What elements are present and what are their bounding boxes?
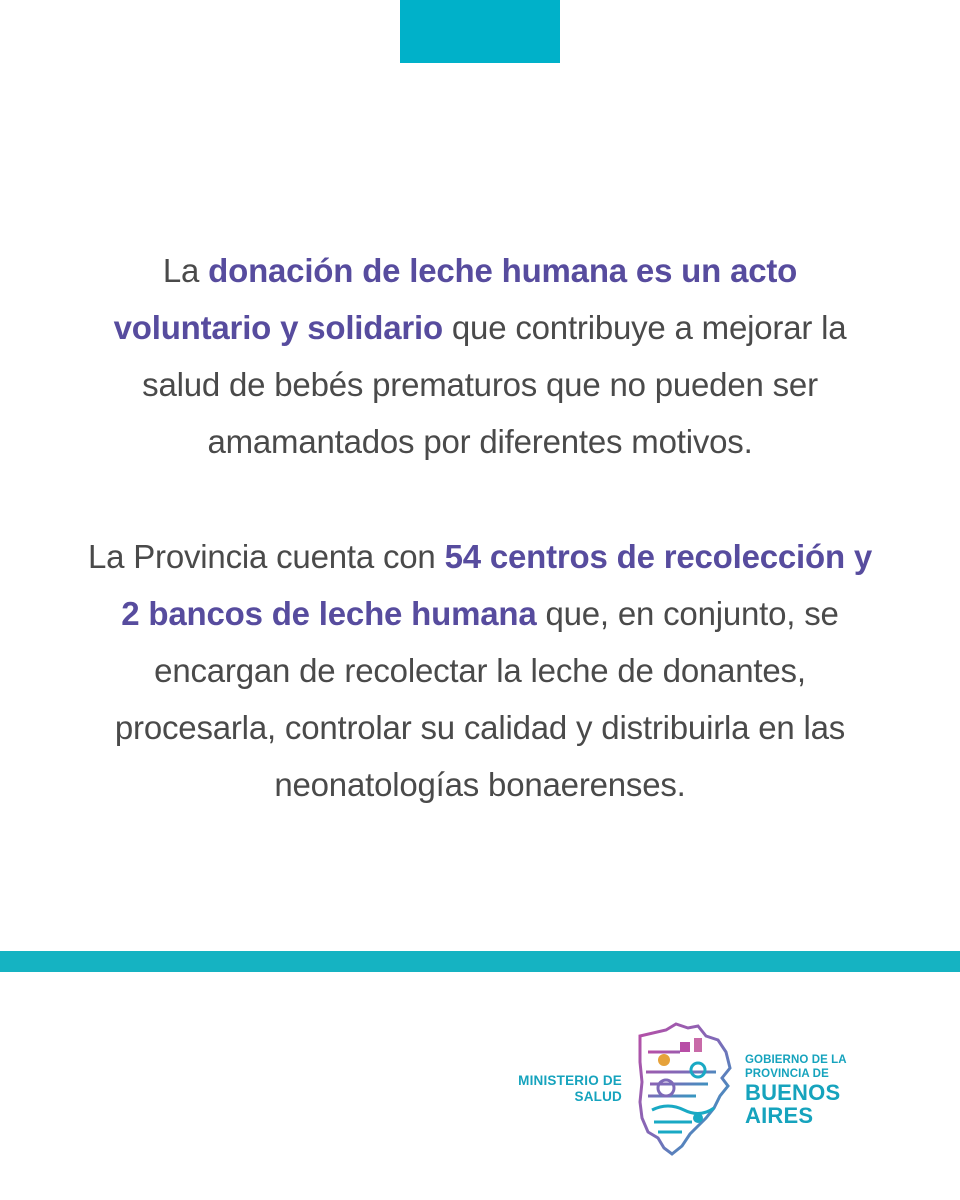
paragraph-provincia	[80, 528, 880, 813]
ministerio-salud-label	[518, 1073, 622, 1105]
p1-text-end: que contribuye a mejorar la salud de bebés prematuros que no pueden ser amamantados por diferentes motivos.	[142, 309, 847, 460]
p2-text-start: La Provincia cuenta con	[87, 538, 445, 575]
top-accent-tab	[400, 0, 560, 63]
gobierno-buenos-aires-label	[745, 1053, 847, 1127]
gobierno-line-1: GOBIERNO DE LA	[745, 1054, 847, 1066]
ministerio-line-2: SALUD	[574, 1089, 622, 1104]
gobierno-line-3: BUENOS	[745, 1080, 841, 1105]
paragraph-donacion	[80, 242, 880, 470]
provincia-map-emblem-icon	[636, 1022, 732, 1156]
p2-text-end: que, en conjunto, se encargan de recolectar la leche de donantes, procesarla, controlar su calidad y distribuirla en las neonatologías bonaerenses.	[114, 595, 846, 803]
p1-text-start: La	[162, 252, 209, 289]
footer-divider-band	[0, 951, 960, 972]
p2-highlight: 54 centros de recolección y 2 bancos de leche humana	[121, 538, 873, 632]
gobierno-line-4: AIRES	[745, 1103, 814, 1128]
p1-highlight: donación de leche humana es un acto voluntario y solidario	[113, 252, 798, 346]
ministerio-line-1: MINISTERIO DE	[518, 1073, 622, 1088]
gobierno-line-2: PROVINCIA DE	[745, 1068, 829, 1080]
